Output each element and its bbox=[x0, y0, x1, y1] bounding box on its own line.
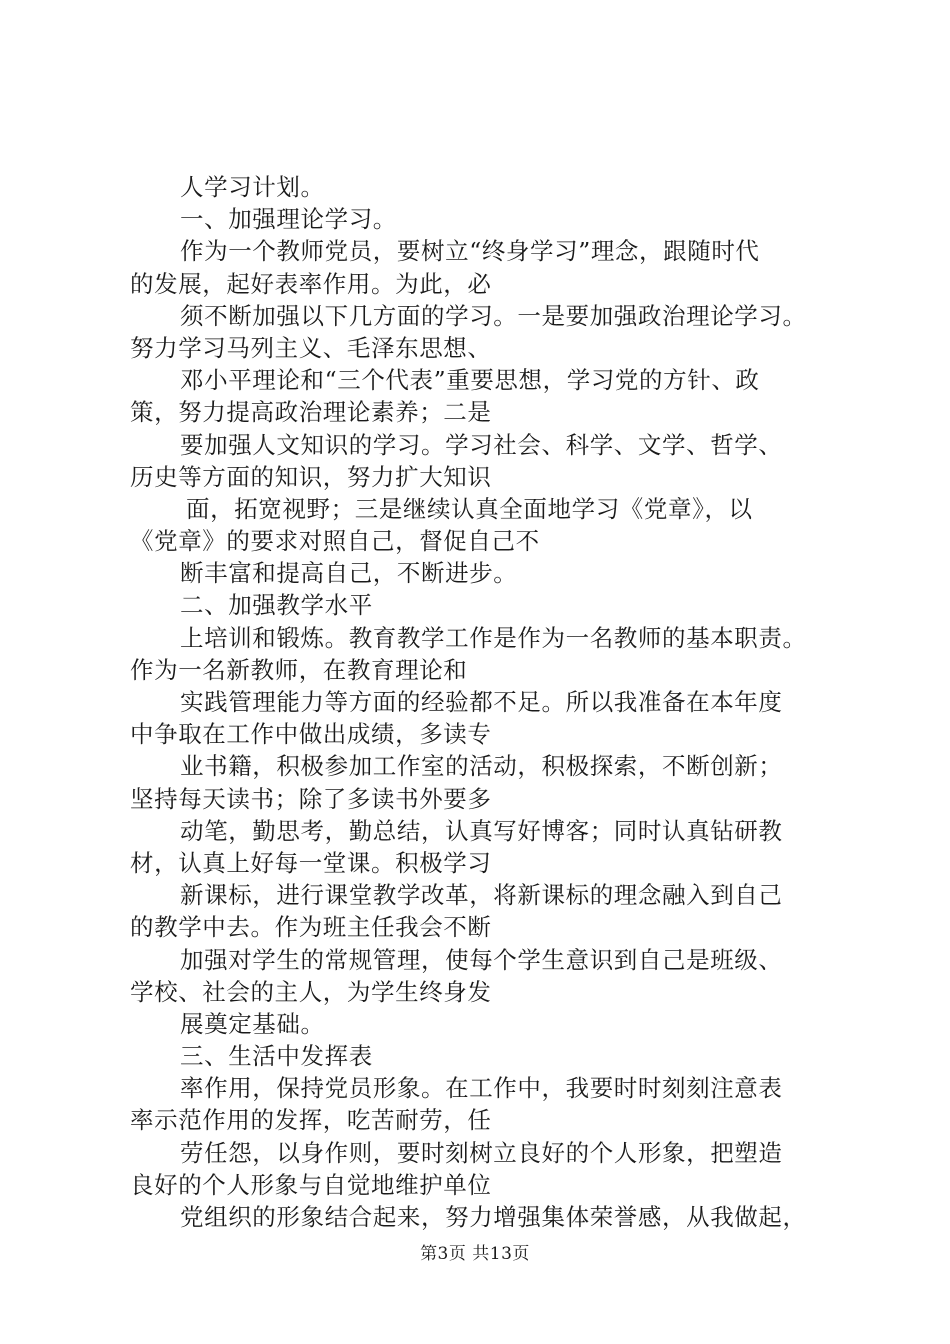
text-line: 的教学中去。作为班主任我会不断 bbox=[130, 913, 492, 942]
text-line: 加强对学生的常规管理，使每个学生意识到自己是班级、 bbox=[180, 945, 783, 974]
text-line: 材，认真上好每一堂课。积极学习 bbox=[130, 848, 492, 877]
text-line: 劳任怨，以身作则，要时刻树立良好的个人形象，把塑造 bbox=[180, 1138, 783, 1167]
section-heading: 三、生活中发挥表 bbox=[180, 1042, 373, 1071]
text-line: 良好的个人形象与自觉地维护单位 bbox=[130, 1170, 492, 1199]
text-line: 坚持每天读书；除了多读书外要多 bbox=[130, 784, 492, 813]
text-line: 党组织的形象结合起来，努力增强集体荣誉感，从我做起， bbox=[180, 1203, 807, 1231]
text-line: 历史等方面的知识，努力扩大知识 bbox=[130, 462, 492, 491]
text-line: 实践管理能力等方面的经验都不足。所以我准备在本年度 bbox=[180, 688, 783, 716]
text-line: 上培训和锻炼。教育教学工作是作为一名教师的基本职责。 bbox=[180, 623, 807, 652]
text-line: 邓小平理论和“三个代表”重要思想，学习党的方针、政 bbox=[180, 366, 760, 395]
text-line: 中争取在工作中做出成绩，多读专 bbox=[130, 720, 492, 749]
section-heading: 一、加强理论学习。 bbox=[180, 205, 397, 234]
text-line: 率作用，保持党员形象。在工作中，我要时时刻刻注意表 bbox=[180, 1074, 783, 1103]
text-line: 作为一个教师党员，要树立“终身学习”理念，跟随时代 bbox=[180, 237, 760, 266]
text-line: 动笔，勤思考，勤总结，认真写好博客；同时认真钻研教 bbox=[180, 816, 783, 845]
text-line: 努力学习马列主义、毛泽东思想、 bbox=[130, 333, 492, 362]
body-text bbox=[130, 171, 845, 1233]
text-line: 《党章》的要求对照自己，督促自己不 bbox=[130, 527, 540, 556]
text-line: 的发展，起好表率作用。为此，必 bbox=[130, 269, 492, 298]
text-line: 面，拓宽视野；三是继续认真全面地学习《党章》，以 bbox=[186, 494, 753, 523]
text-line: 要加强人文知识的学习。学习社会、科学、文学、哲学、 bbox=[180, 430, 783, 459]
text-line: 业书籍，积极参加工作室的活动，积极探索，不断创新； bbox=[180, 752, 783, 781]
text-line: 须不断加强以下几方面的学习。一是要加强政治理论学习。 bbox=[180, 301, 807, 330]
text-line: 率示范作用的发挥，吃苦耐劳，任 bbox=[130, 1106, 492, 1135]
text-line: 作为一名新教师，在教育理论和 bbox=[130, 655, 468, 684]
text-line: 学校、社会的主人，为学生终身发 bbox=[130, 977, 492, 1006]
text-line: 策，努力提高政治理论素养；二是 bbox=[130, 398, 492, 427]
section-heading: 二、加强教学水平 bbox=[180, 591, 373, 620]
text-line: 展奠定基础。 bbox=[180, 1009, 325, 1038]
page-footer: 第3页 共13页 bbox=[420, 1244, 530, 1264]
text-line: 人学习计划。 bbox=[180, 173, 325, 201]
text-line: 断丰富和提高自己，不断进步。 bbox=[180, 559, 518, 588]
text-line: 新课标，进行课堂教学改革，将新课标的理念融入到自己 bbox=[180, 881, 783, 910]
